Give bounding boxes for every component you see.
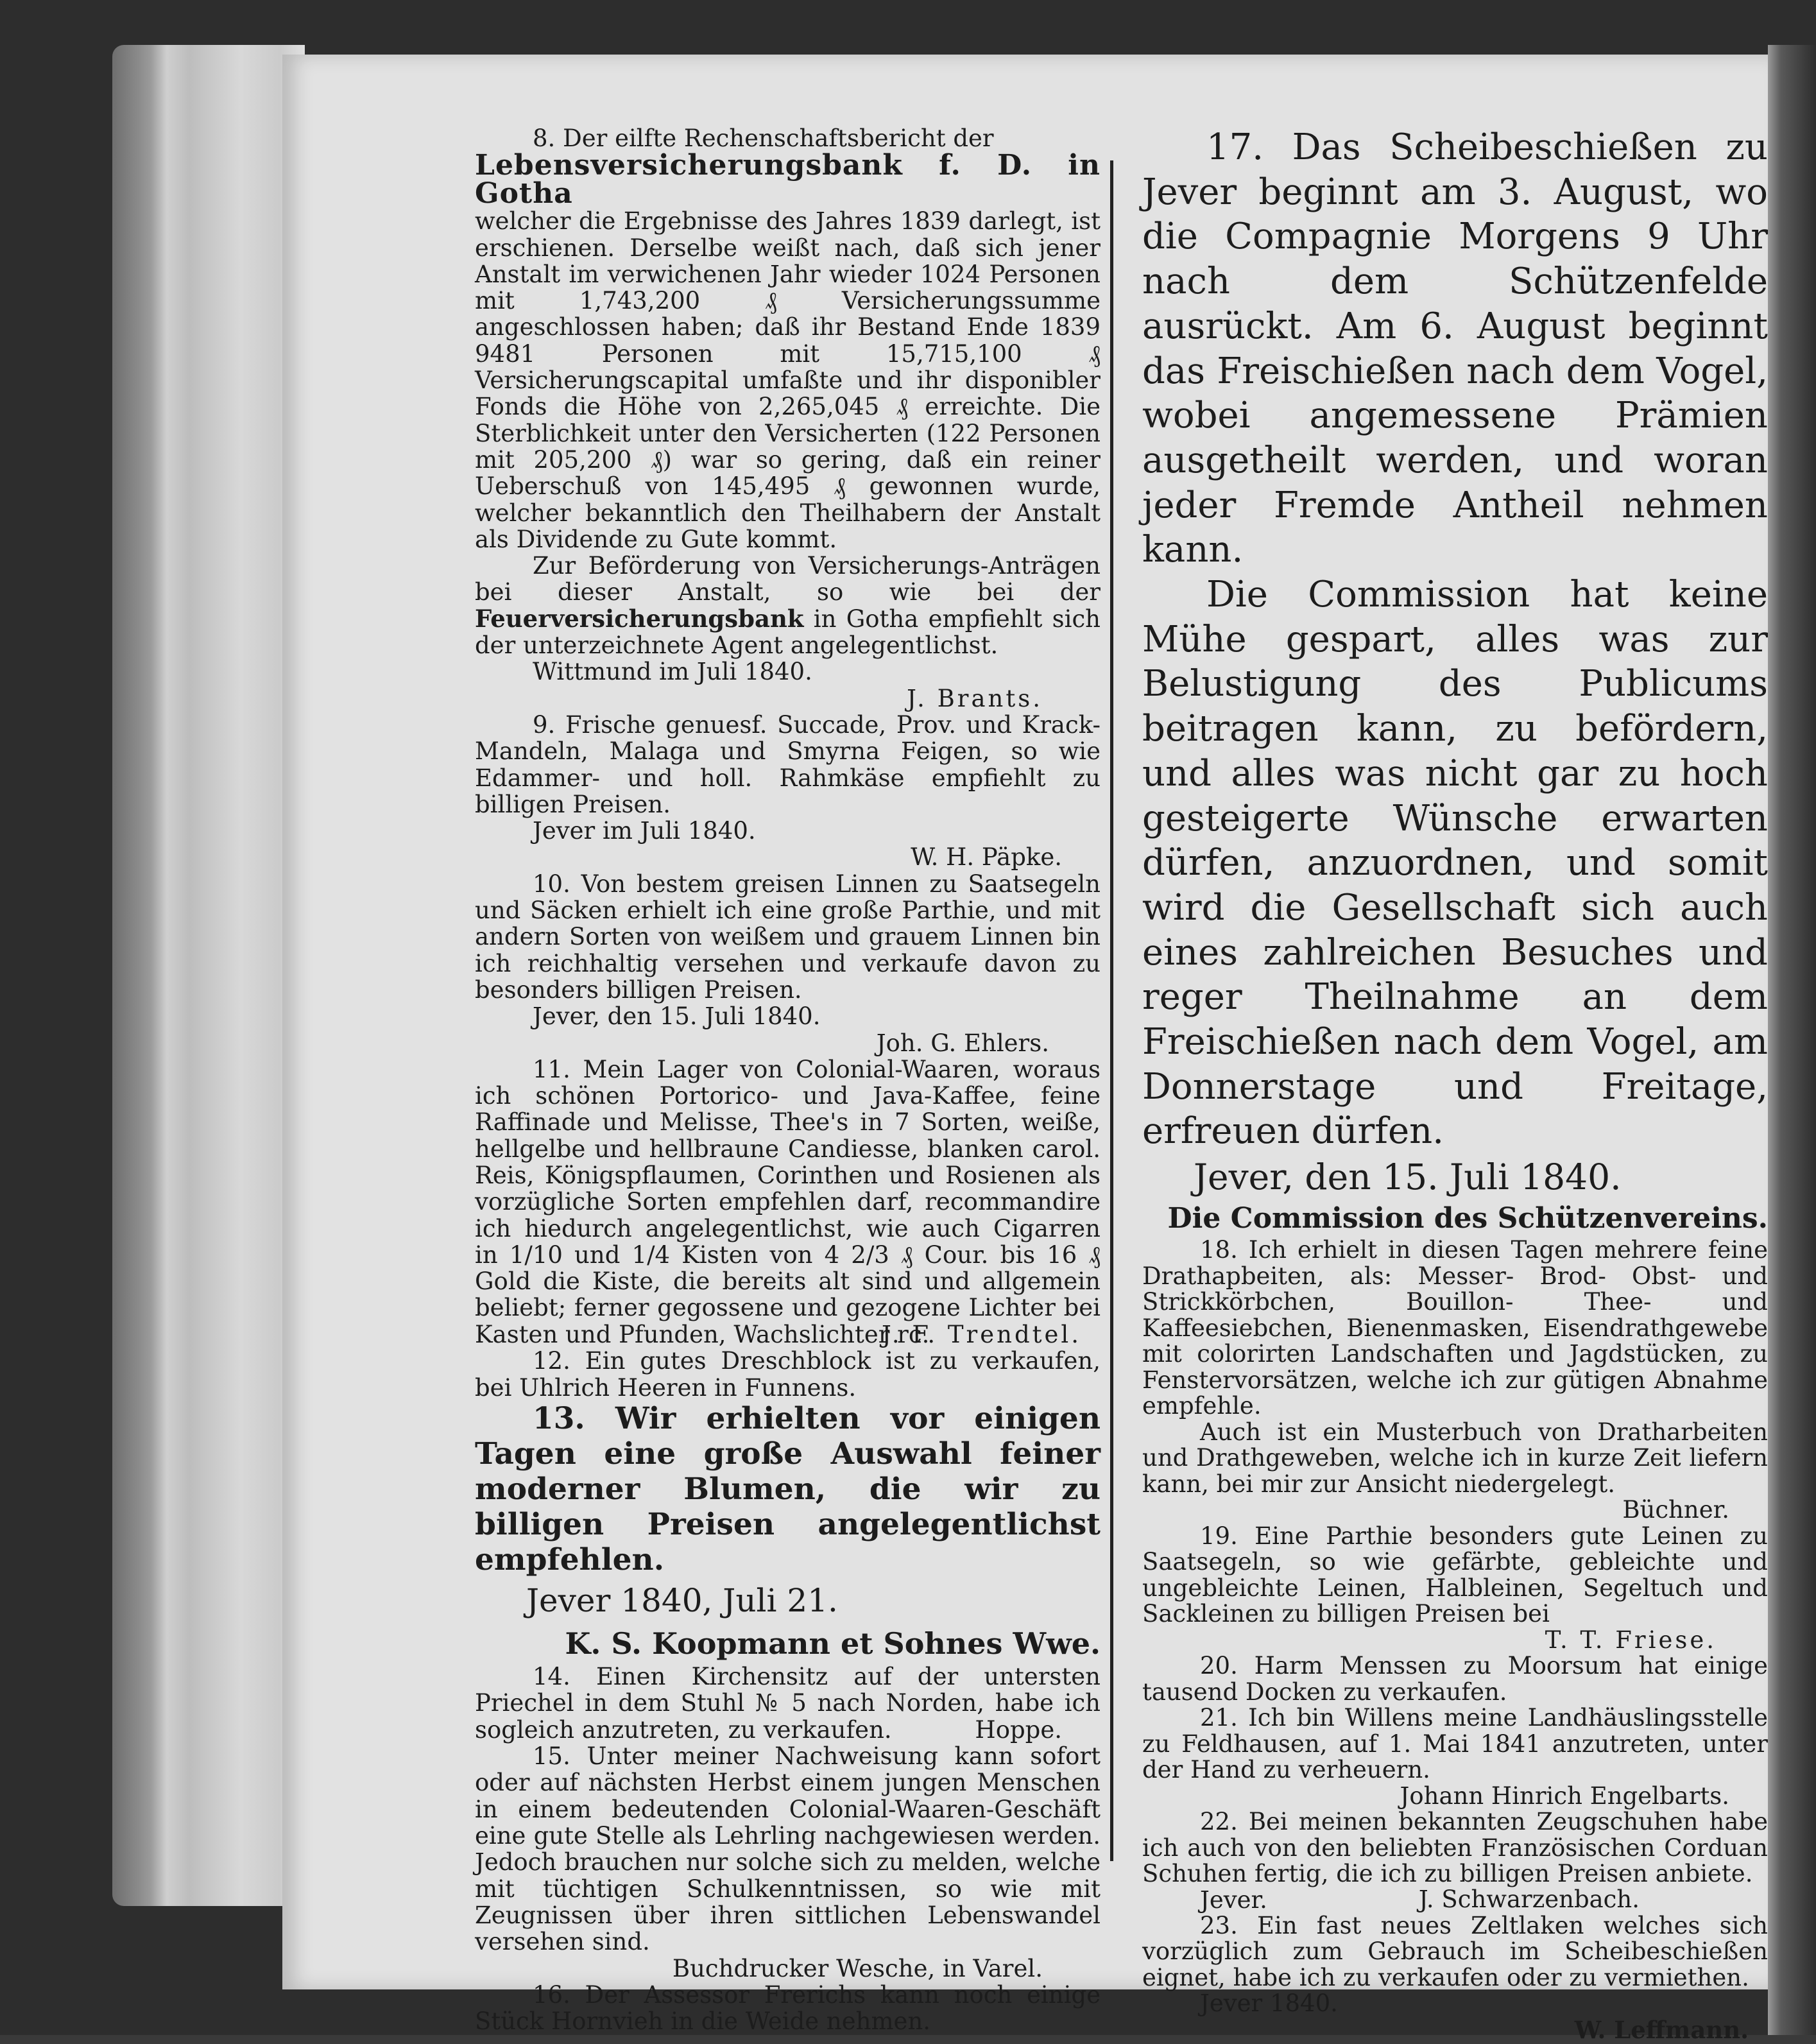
item-13-firm: K. S. Koopmann et Sohnes Wwe.	[565, 1626, 1101, 1661]
item-19-signature: T. T. Friese.	[1545, 1626, 1717, 1654]
item-8-body: welcher die Ergebnisse des Jahres 1839 darlegt, ist erschienen. Derselbe weißt nach, daß sich jener Anstalt im verwichenen Jahr wieder 1024 Personen mit 1,743,200 ₰ Versicherungssumme angeschlossen haben; daß ihr Bestand Ende 1839 9481 Personen mit 15,715,100 ₰ Versicherungscapital umfaßte und ihr disponibler Fonds die Höhe von 2,265,045 ₰ erreichte. Die Sterblichkeit unter den Versicherten (122 Personen mit 205,200 ₰) war so gering, daß ein reiner Ueberschuß von 145,495 ₰ gewonnen wurde, welcher bekanntlich den Theilhabern der Anstalt als Dividende zu Gute kommt.	[475, 207, 1101, 553]
item-21-signature: Johann Hinrich Engelbarts.	[1400, 1782, 1729, 1810]
item-22-body: 22. Bei meinen bekannten Zeugschuhen habe ich auch von den beliebten Französischen Corduan Schuhen fertig, die ich zu billigen Preisen anbiete.	[1142, 1808, 1768, 1888]
item-17-signature: Die Commission des Schützenvereins.	[1167, 1202, 1768, 1235]
book-page-edges	[112, 45, 305, 1906]
item-11-body: 11. Mein Lager von Colonial-Waaren, woraus ich schönen Portorico- und Java-Kaffee, feine Raffinade und Melisse, Thee's in 7 Sorten, weiße, hellgelbe und hellbraune Candiesse, blanken carol. Reis, Königspflaumen, Corinthen und Rosienen als vorzügliche Sorten empfehlen darf, recommandire ich hiedurch angelegentlichst, wie auch Cigarren in 1/10 und 1/4 Kisten von 4 2/3 ₰ Cour. bis 16 ₰ Gold die Kiste, die bereits alt sind und allgemein beliebt; ferner gegossene und gezogene Lichter bei Kasten und Pfunden, Wachslichter rc.	[475, 1055, 1101, 1348]
item-12-body: 12. Ein gutes Dreschblock ist zu verkaufen, bei Uhlrich Heeren in Funnens.	[475, 1347, 1101, 1402]
item-8-body2: Zur Beförderung von Versicherungs-Anträgen bei dieser Anstalt, so wie bei der Feuerversicherungsbank in Gotha empfiehlt sich der unterzeichnete Agent angelegentlichst.	[475, 552, 1101, 660]
item-22-place: Jever.	[1200, 1885, 1267, 1914]
item-18-signature: Büchner.	[1622, 1496, 1729, 1524]
item-13-body: 13. Wir erhielten vor einigen Tagen eine große Auswahl feiner moderner Blumen, die wir zu billigen Preisen angelegentlichst empfehlen.	[475, 1400, 1101, 1577]
item-17-body: 17. Das Scheibeschießen zu Jever beginnt am 3. August, wo die Compagnie Morgens 9 Uhr nach dem Schützenfelde ausrückt. Am 6. August beginnt das Freischießen nach dem Vogel, wobei angemessene Prämien ausgetheilt werden, und woran jeder Fremde Antheil nehmen kann.	[1142, 126, 1768, 571]
item-9-place: Jever im Juli 1840.	[533, 817, 756, 845]
item-11-signature: J. F. Trendtel.	[881, 1321, 1081, 1349]
item-20-body: 20. Harm Menssen zu Moorsum hat einige tausend Docken zu verkaufen.	[1142, 1652, 1768, 1706]
item-8-place: Wittmund im Juli 1840.	[533, 658, 812, 686]
item-15-signature: Buchdrucker Wesche, in Varel.	[672, 1954, 1043, 1982]
item-21-body: 21. Ich bin Willens meine Landhäuslingsstelle zu Feldhausen, auf 1. Mai 1841 anzutreten, unter der Hand zu verheuern.	[1142, 1704, 1768, 1784]
item-10-signature: Joh. G. Ehlers.	[876, 1029, 1049, 1057]
item-23-body: 23. Ein fast neues Zeltlaken welches sich vorzüglich zum Gebrauch im Scheibeschießen eignet, habe ich zu verkaufen oder zu vermiethen.	[1142, 1911, 1768, 1991]
item-23-signature: W. Leffmann.	[1574, 2015, 1749, 2044]
item-18-body: 18. Ich erhielt in diesen Tagen mehrere feine Drathарbeiten, als: Messer- Brod- Obst- und Strickkörbchen, Bouillon- Thee- und Kaffeesiebchen, Bienenmasken, Eisendrathgewebe mit colorirten Landschaften und Jagdstücken, zu Fenstervorsätzen, welche ich zur gütigen Abnahme empfehle.	[1142, 1236, 1768, 1420]
item-9-signature: W. H. Päpke.	[911, 843, 1062, 872]
column-divider	[1110, 160, 1113, 1861]
item-8-heading: 8. Der eilfte Rechenschaftsbericht der	[533, 125, 994, 152]
item-14-signature: Hoppe.	[975, 1715, 1062, 1744]
book-gutter-shadow	[1768, 45, 1816, 2035]
item-19-body: 19. Eine Parthie besonders gute Leinen zu Saatsegeln, so wie gefärbte, gebleichte und ungebleichte Leinen, Halbleinen, Segeltuch und Sackleinen zu billigen Preisen bei	[1142, 1522, 1768, 1628]
item-8-bank-name: Lebensversicherungsbank f. D. in Gotha	[475, 149, 1101, 210]
item-8-signature: J. Brants.	[907, 684, 1043, 712]
item-18-body2: Auch ist ein Musterbuch von Drathаrbeiten und Drathgeweben, welche ich in kurze Zeit liefern kann, bei mir zur Ansicht niedergelegt.	[1142, 1418, 1768, 1498]
item-15-body: 15. Unter meiner Nachweisung kann sofort oder auf nächsten Herbst einem jungen Menschen in einem bedeutenden Colonial-Waaren-Geschäft eine gute Stelle als Lehrling nachgewiesen werden. Jedoch brauchen nur solche sich zu melden, welche mit tüchtigen Schulkenntnissen, so wie mit Zeugnissen über ihren sittlichen Lebenswandel versehen sind.	[475, 1742, 1101, 1956]
item-9-body: 9. Frische genuesf. Succade, Prov. und Krack-Mandeln, Malaga und Smyrna Feigen, so wie Edammer- und holl. Rahmkäse empfiehlt zu billigen Preisen.	[475, 710, 1101, 818]
item-23-place: Jever 1840.	[1200, 1989, 1338, 2018]
item-16-body: 16. Der Assessor Frerichs kann noch einige Stück Hornvieh in die Weide nehmen.	[475, 1980, 1101, 2036]
item-14-body: 14. Einen Kirchensitz auf der untersten Priechel in dem Stuhl № 5 nach Norden, habe ich sogleich anzutreten, zu verkaufen.	[475, 1662, 1101, 1744]
left-column	[475, 125, 1101, 2034]
item-17-place: Jever, den 15. Juli 1840.	[1194, 1156, 1622, 1198]
item-22-signature: J. Schwarzenbach.	[1418, 1885, 1640, 1914]
item-17-body2: Die Commission hat keine Mühe gespart, alles was zur Belustigung des Publicums beitragen kann, zu befördern, und alles was nicht gar zu hoch gesteigerte Wünsche erwarten dürfen, anzuordnen, und somit wird die Gesellschaft sich auch eines zahlreichen Besuches und reger Theilnahme an dem Freischießen nach dem Vogel, am Donnerstage und Freitage, erfreuen dürfen.	[1142, 574, 1768, 1153]
item-13-place: Jever 1840, Juli 21.	[526, 1581, 838, 1619]
item-10-place: Jever, den 15. Juli 1840.	[533, 1002, 821, 1031]
right-column	[1142, 125, 1768, 2043]
item-10-body: 10. Von bestem greisen Linnen zu Saatsegeln und Säcken erhielt ich eine große Parthie, und mit andern Sorten von weißem und grauem Linnen bin ich reichhaltig versehen und verkaufe davon zu besonders billigen Preisen.	[475, 870, 1101, 1004]
